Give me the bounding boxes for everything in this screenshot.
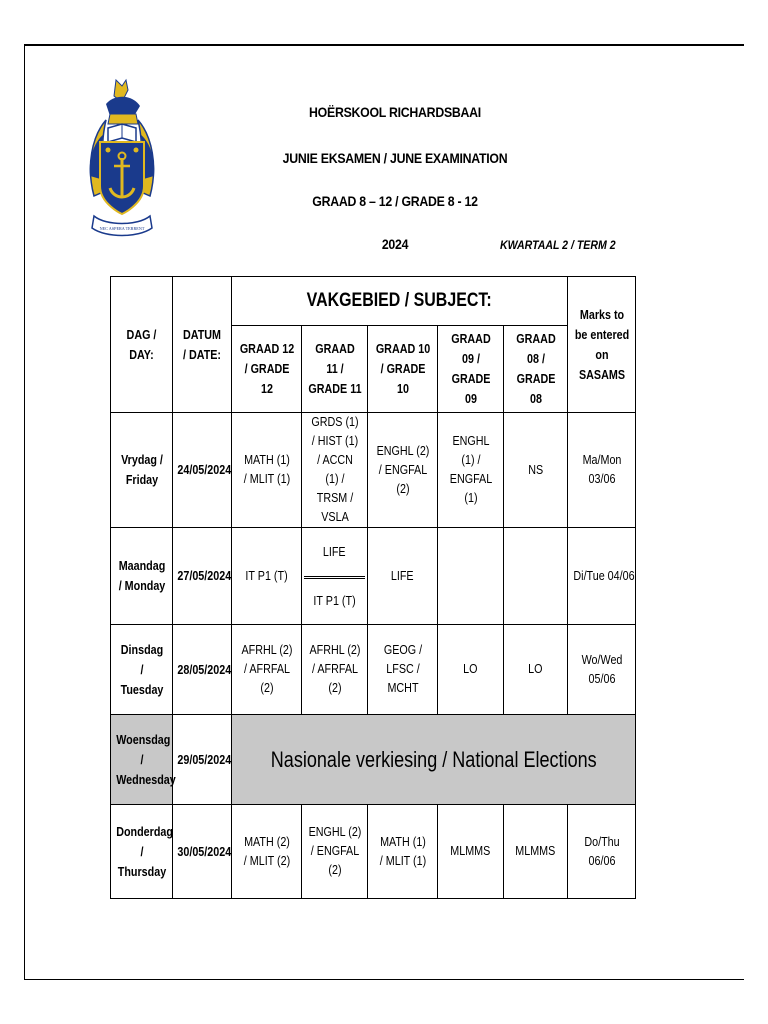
date-cell: 30/05/2024 <box>173 805 232 899</box>
elections-notice: Nasionale verkiesing / National Elections <box>232 715 636 805</box>
grade-11-cell: LIFE IT P1 (T) <box>302 528 368 625</box>
col-date-header: DATUM / DATE: <box>173 277 232 413</box>
table-row <box>111 413 636 528</box>
table-row <box>111 528 636 625</box>
grade-11-cell: ENGHL (2) / ENGFAL (2) <box>302 805 368 899</box>
day-cell: Maandag / Monday <box>111 528 173 625</box>
grade-12-cell: IT P1 (T) <box>232 528 302 625</box>
table-row-elections <box>111 715 636 805</box>
school-name: HOËRSKOOL RICHARDSBAAI <box>309 104 481 120</box>
col-day-header: DAG / DAY: <box>111 277 173 413</box>
grade-10-header: GRAAD 10 / GRADE 10 <box>368 326 438 413</box>
grade-12-header: GRAAD 12 / GRADE 12 <box>232 326 302 413</box>
grade-10-cell: MATH (1) / MLIT (1) <box>368 805 438 899</box>
table-row <box>111 805 636 899</box>
grade-09-header: GRAAD 09 / GRADE 09 <box>438 326 504 413</box>
crest-motto: NEC ASPERA TERRENT <box>99 226 145 231</box>
day-cell: Donderdag / Thursday <box>111 805 173 899</box>
date-cell: 27/05/2024 <box>173 528 232 625</box>
marks-cell: Ma/Mon 03/06 <box>568 413 636 528</box>
grade-08-cell: NS <box>504 413 568 528</box>
col-subject-header: VAKGEBIED / SUBJECT: <box>232 277 568 326</box>
col-marks-header: Marks to be entered on SASAMS <box>568 277 636 413</box>
date-cell: 29/05/2024 <box>173 715 232 805</box>
header-row <box>111 277 636 326</box>
day-cell: Vrydag / Friday <box>111 413 173 528</box>
date-cell: 28/05/2024 <box>173 625 232 715</box>
table-row <box>111 625 636 715</box>
grade-09-cell: LO <box>438 625 504 715</box>
grade-09-cell: ENGHL (1) / ENGFAL (1) <box>438 413 504 528</box>
grade-11-header: GRAAD 11 / GRADE 11 <box>302 326 368 413</box>
grade-11-cell: GRDS (1) / HIST (1) / ACCN (1) / TRSM / VSLA <box>302 413 368 528</box>
grade-11-cell: AFRHL (2) / AFRFAL (2) <box>302 625 368 715</box>
marks-cell: Wo/Wed 05/06 <box>568 625 636 715</box>
grade-12-cell: AFRHL (2) / AFRFAL (2) <box>232 625 302 715</box>
grade-09-cell <box>438 528 504 625</box>
date-cell: 24/05/2024 <box>173 413 232 528</box>
grade-08-cell: LO <box>504 625 568 715</box>
grade-12-cell: MATH (2) / MLIT (2) <box>232 805 302 899</box>
day-cell: Dinsdag / Tuesday <box>111 625 173 715</box>
grade-10-cell: LIFE <box>368 528 438 625</box>
grade-08-cell: MLMMS <box>504 805 568 899</box>
grade-09-cell: MLMMS <box>438 805 504 899</box>
day-cell: Woensdag / Wednesday <box>111 715 173 805</box>
grades-title: GRAAD 8 – 12 / GRADE 8 - 12 <box>312 193 478 209</box>
year: 2024 <box>381 236 409 252</box>
grade-12-cell: MATH (1) / MLIT (1) <box>232 413 302 528</box>
marks-cell: Do/Thu 06/06 <box>568 805 636 899</box>
grade-08-cell <box>504 528 568 625</box>
term-label: KWARTAAL 2 / TERM 2 <box>500 238 616 252</box>
exam-timetable <box>110 276 636 899</box>
grade-10-cell: GEOG / LFSC / MCHT <box>368 625 438 715</box>
grade-10-cell: ENGHL (2) / ENGFAL (2) <box>368 413 438 528</box>
grade-08-header: GRAAD 08 / GRADE 08 <box>504 326 568 413</box>
marks-cell: Di/Tue 04/06 <box>568 528 636 625</box>
school-crest-logo <box>86 76 158 244</box>
exam-title: JUNIE EKSAMEN / JUNE EXAMINATION <box>282 150 508 166</box>
